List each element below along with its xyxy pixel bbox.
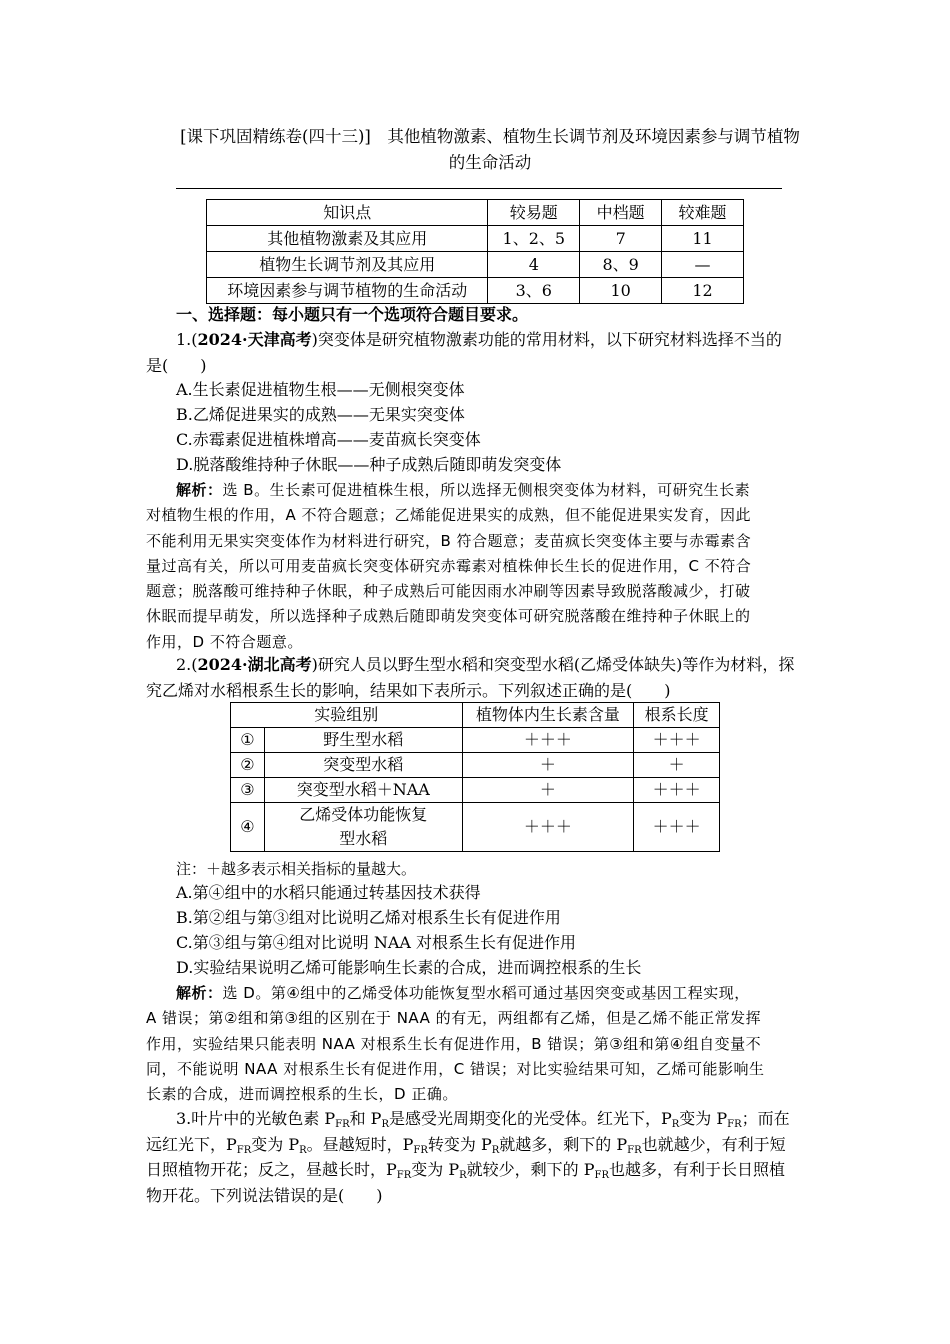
solution-line: 同，不能说明 NAA 对根系生长有促进作用，C 错误；对比实验结果可知，乙烯可能影响生 (146, 1059, 765, 1078)
q2-option-b: B.第②组与第③组对比说明乙烯对根系生长有促进作用 (176, 908, 561, 927)
table-cell: ＋＋＋ (462, 803, 634, 852)
table-row (207, 252, 744, 278)
question-number: 2.( (176, 655, 198, 674)
solution-line: 题意；脱落酸可维持种子休眠，种子成熟后可能因雨水冲刷等因素导致脱落酸减少，打破 (146, 582, 751, 601)
solution-line: 作用，D 不符合题意。 (146, 632, 303, 651)
solution-line: 作用，实验结果只能表明 NAA 对根系生长有促进作用，B 错误；第③组和第④组自变量不 (146, 1034, 762, 1053)
table-cell: 其他植物激素及其应用 (207, 226, 488, 252)
q3-subscript: FR (627, 1144, 642, 1156)
question-source: 2024·天津高考 (197, 330, 312, 349)
knowledge-table (206, 199, 744, 304)
table-cell: 4 (488, 252, 580, 278)
q3-text: 就较少，剩下的 P (466, 1160, 595, 1179)
q2-option-a: A.第④组中的水稻只能通过转基因技术获得 (176, 883, 481, 902)
table-cell: 3、6 (488, 278, 580, 304)
solution-line: A 错误；第②组和第③组的区别在于 NAA 的有无，两组都有乙烯，但是乙烯不能正常发挥 (146, 1009, 762, 1028)
table-row (231, 728, 720, 753)
table-cell: ＋＋＋ (634, 728, 720, 753)
solution-line: 休眠而提早萌发，所以选择种子成熟后随即萌发突变体可研究脱落酸在维持种子休眠上的 (146, 607, 751, 626)
table-header-cell: 实验组别 (231, 703, 463, 728)
table-cell: ④ (231, 803, 265, 852)
table-cell: ＋ (634, 753, 720, 778)
table-row (207, 226, 744, 252)
table-cell: ＋＋＋ (634, 803, 720, 852)
table-header-cell: 较难题 (662, 200, 744, 226)
title-divider (176, 188, 782, 189)
q3-text: ；而在 (741, 1109, 790, 1128)
table-cell: 12 (662, 278, 744, 304)
q3-text: 变为 P (679, 1109, 728, 1128)
table-cell: 野生型水稻 (264, 728, 462, 753)
solution-line: 选 B。生长素可促进植株生根，所以选择无侧根突变体为材料，可研究生长素 (222, 481, 751, 499)
table-header-row (207, 200, 744, 226)
q3-text: 转变为 P (427, 1134, 492, 1154)
q3-subscript: FR (236, 1144, 252, 1156)
q3-text: 物开花。下列说法错误的是( ) (146, 1185, 383, 1205)
q3-subscript: R (671, 1119, 680, 1130)
q3-text: 变为 P (251, 1134, 300, 1154)
q3-subscript: R (459, 1170, 467, 1181)
table-cell: ＋＋＋ (634, 778, 720, 803)
solution-line: 选 D。第④组中的乙烯受体功能恢复型水稻可通过基因突变或基因工程实现， (222, 984, 750, 1002)
q3-text: 远红光下，P (146, 1134, 237, 1154)
table-header-cell: 中档题 (580, 200, 662, 226)
table-note: 注：＋越多表示相关指标的量越大。 (176, 860, 417, 878)
q3-text: 就越多，剩下的 P (499, 1134, 628, 1154)
q3-text: 3.叶片中的光敏色素 P (176, 1109, 336, 1128)
table-cell: ② (231, 753, 265, 778)
title-line-2: 的生命活动 (448, 153, 532, 172)
table-cell: 环境因素参与调节植物的生命活动 (207, 278, 488, 304)
q1-solution (146, 478, 808, 655)
table-cell: 1、2、5 (488, 226, 580, 252)
table-row (207, 278, 744, 304)
q2-option-d: D.实验结果说明乙烯可能影响生长素的合成，进而调控根系的生长 (176, 958, 642, 977)
question-number: 1.( (176, 330, 198, 349)
question-3-stem (146, 1106, 806, 1208)
table-cell: 突变型水稻＋NAA (264, 778, 462, 803)
q3-subscript: FR (727, 1119, 742, 1130)
q3-text: 和 P (349, 1109, 382, 1128)
q3-subscript: FR (335, 1119, 350, 1130)
table-header-row (231, 703, 720, 728)
solution-label: 解析： (176, 984, 223, 1002)
table-cell: 突变型水稻 (264, 753, 462, 778)
table-row (231, 778, 720, 803)
table-cell: 8、9 (580, 252, 662, 278)
q3-text: 。昼越短时，P (306, 1134, 414, 1154)
question-2-stem (146, 652, 806, 703)
table-header-cell: 植物体内生长素含量 (462, 703, 634, 728)
page-title (150, 124, 830, 176)
q3-text: 是感受光周期变化的光受体。红光下，P (388, 1109, 672, 1128)
solution-label: 解析： (176, 481, 223, 499)
q2-option-c: C.第③组与第④组对比说明 NAA 对根系生长有促进作用 (176, 933, 577, 952)
table-cell: 10 (580, 278, 662, 304)
title-line-1: [课下巩固精练卷(四十三)] 其他植物激素、植物生长调节剂及环境因素参与调节植物 (180, 127, 800, 146)
table-cell: 7 (580, 226, 662, 252)
table-cell: ① (231, 728, 265, 753)
solution-line: 长素的合成，进而调控根系的生长，D 正确。 (146, 1085, 458, 1104)
table-cell: 植物生长调节剂及其应用 (207, 252, 488, 278)
q1-option-c: C.赤霉素促进植株增高——麦苗疯长突变体 (176, 430, 481, 449)
solution-line: 量过高有关，所以可用麦苗疯长突变体研究赤霉素对植株伸长生长的促进作用，C 不符合 (146, 556, 752, 575)
q3-text: 变为 P (411, 1160, 460, 1179)
table-cell: ＋ (462, 753, 634, 778)
solution-line: 不能利用无果实突变体作为材料进行研究，B 符合题意；麦苗疯长突变体主要与赤霉素含 (146, 531, 752, 550)
q3-subscript: R (299, 1144, 307, 1156)
table-cell: ＋ (462, 778, 634, 803)
q1-option-d: D.脱落酸维持种子休眠——种子成熟后随即萌发突变体 (176, 455, 562, 474)
table-cell: 乙烯受体功能恢复型水稻 (264, 803, 462, 852)
question-source: 2024·湖北高考 (197, 655, 312, 674)
table-cell: ＋＋＋ (462, 728, 634, 753)
q3-subscript: FR (413, 1144, 428, 1156)
table-header-cell: 较易题 (488, 200, 580, 226)
q1-option-b: B.乙烯促进果实的成熟——无果实突变体 (176, 405, 465, 424)
q3-text: 日照植物开花；反之，昼越长时，P (146, 1160, 397, 1179)
q3-subscript: R (491, 1144, 500, 1156)
question-stem-text: 是( ) (146, 355, 207, 375)
experiment-table (230, 702, 720, 852)
q1-option-a: A.生长素促进植物生根——无侧根突变体 (176, 380, 465, 399)
question-1-stem (146, 327, 806, 378)
q3-text: 也越多，有利于长日照植 (608, 1160, 785, 1179)
solution-line: 对植物生根的作用，A 不符合题意；乙烯能促进果实的成熟，但不能促进果实发育，因此 (146, 506, 752, 525)
table-header-cell: 知识点 (207, 200, 488, 226)
q3-subscript: FR (594, 1170, 609, 1181)
table-row (231, 753, 720, 778)
section-title: 一、选择题：每小题只有一个选项符合题目要求。 (176, 305, 529, 324)
table-cell: ③ (231, 778, 265, 803)
question-stem-text: )研究人员以野生型水稻和突变型水稻(乙烯受体缺失)等作为材料，探 (311, 655, 795, 674)
q3-text: 也就越少，有利于短 (641, 1134, 786, 1154)
question-stem-text: )突变体是研究植物激素功能的常用材料，以下研究材料选择不当的 (311, 330, 782, 349)
q3-subscript: FR (396, 1170, 412, 1181)
table-row (231, 803, 720, 852)
q2-solution (146, 981, 808, 1107)
table-cell: — (662, 252, 744, 278)
table-cell: 11 (662, 226, 744, 252)
table-header-cell: 根系长度 (634, 703, 720, 728)
question-stem-text: 究乙烯对水稻根系生长的影响，结果如下表所示。下列叙述正确的是( ) (146, 680, 671, 700)
q3-subscript: R (381, 1119, 389, 1130)
